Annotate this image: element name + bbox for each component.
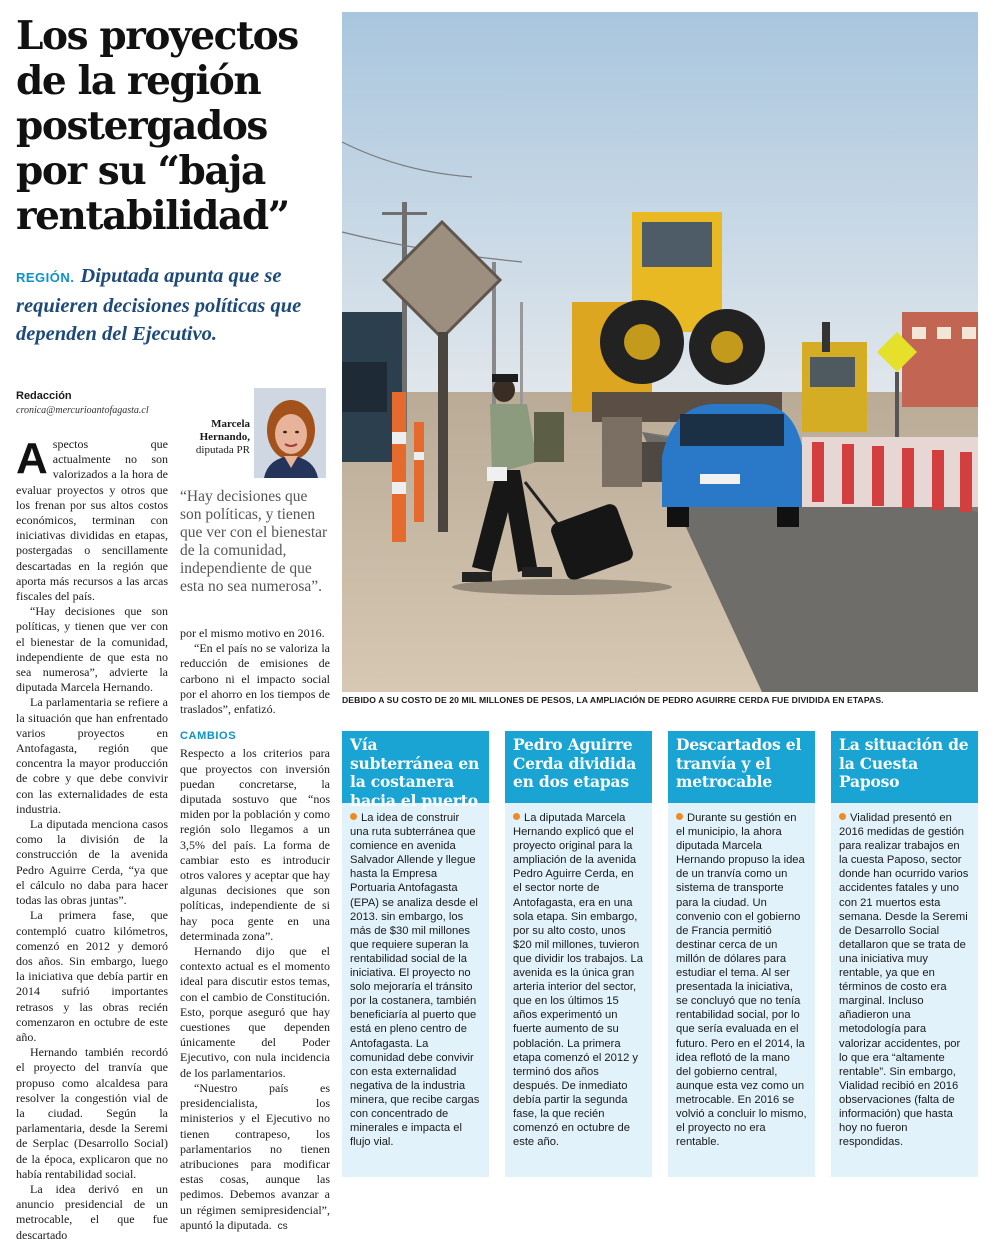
article-paragraph: La diputada menciona casos como la división de la construcción de la avenida Pedro Aguirre Cerda, “ya que el cálculo no daba para hacer todas las obras juntas”. xyxy=(16,817,168,908)
portrait-caption xyxy=(190,418,250,457)
article-paragraph: La parlamentaria se refiere a la situación que han enfrentado varios proyectos en Antofagasta, región que concentra la mayor producción de cobre y que debe convivir con las externalidades de esta industria. xyxy=(16,695,168,816)
byline-name: Redacción xyxy=(16,390,72,402)
sidebar-text: Vialidad presentó en 2016 medidas de gestión para realizar trabajos en la cuesta Paposo, sector donde han ocurrido varios accidentes fatales y uno con 21 muertos esta semana. Desde la Seremi de Desarrollo Social detallaron que se trata de una iniciativa muy rentable, ya que en términos de costo era marginal. Incluso añadieron una metodología para valorizar accidentes, por lo que era “altamente rentable”. Sin embargo, Vialidad recibió en 2016 observaciones (falta de información) que hasta hoy no fueron respondidas. xyxy=(839,812,969,1149)
portrait-photo xyxy=(254,388,326,478)
pull-quote: “Hay decisiones que son políticas, y tienen que ver con el bienestar de la comunidad, independiente de que esta no sea numerosa”. xyxy=(180,488,328,595)
lead xyxy=(16,262,334,348)
article-column-1 xyxy=(16,434,168,1243)
byline xyxy=(16,390,186,416)
sidebar-box xyxy=(505,731,652,1177)
section-label: REGIÓN. xyxy=(16,270,75,285)
article-paragraph: “Nuestro país es presidencialista, los ministerios y el Ejecutivo no tienen contrapeso, los parlamentarios no tienen atribuciones para modificar estas cosas, aunque las pedimos. Debemos avanzar a un régimen semipresidencial”, apuntó la diputada. cs xyxy=(180,1080,330,1232)
bullet-dot-icon xyxy=(513,813,520,820)
dropcap: A xyxy=(16,434,48,483)
bullet-dot-icon xyxy=(676,813,683,820)
end-mark: cs xyxy=(277,1220,288,1232)
portrait-role: diputada PR xyxy=(195,444,250,456)
photo-caption: DEBIDO A SU COSTO DE 20 MIL MILLONES DE PESOS, LA AMPLIACIÓN DE PEDRO AGUIRRE CERDA FUE DIVIDIDA EN ETAPAS. xyxy=(342,695,884,705)
bullet-dot-icon xyxy=(350,813,357,820)
article-paragraph: por el mismo motivo en 2016. xyxy=(180,626,325,640)
article-column-2 xyxy=(180,626,330,1234)
article-paragraph: Aspectos que actualmente no son valorizados a la hora de evaluar proyectos y otros que los frenan por sus altos costos económicos, terminan con iniciativas divididas en etapas, postergadas o sencillamente descartadas en la región que aporta más recursos a las arcas fiscales del país. xyxy=(16,434,168,604)
sidebar-title: Descartados el tranvía y el metrocable xyxy=(668,731,815,803)
article-paragraph: Hernando también recordó el proyecto del tranvía que propuso como alcaldesa para resolver la congestión vial de la ciudad. Según la parlamentaria, desde la Seremi de Serplac (Desarrollo Social) de la época, explicaron que no había rentabilidad social. xyxy=(16,1045,168,1181)
road-construction-illustration xyxy=(342,12,978,692)
main-photo xyxy=(342,12,978,692)
lead-text: Diputada apunta que se requieren decisiones políticas que dependen del Ejecutivo. xyxy=(16,265,302,345)
sidebar-title: La situación de la Cuesta Paposo xyxy=(831,731,978,803)
portrait-illustration xyxy=(254,388,326,478)
article-paragraph: La primera fase, que contempló cuatro kilómetros, comenzó en 2012 y demoró dos años. Sin embargo, luego la iniciativa que debía partir en 2014 sufrió importantes retrasos y las obras recién comenzaron en octubre de este año. xyxy=(16,908,168,1044)
article-paragraph: “Hay decisiones que son políticas, y tienen que ver con el bienestar de la comunidad, independiente de que esta no sea numerosa”, advierte la diputada Marcela Hernando. xyxy=(16,604,168,695)
article-paragraph: La idea derivó en un anuncio presidencial de un metrocable, el que fue descartado xyxy=(16,1181,168,1242)
bullet-dot-icon xyxy=(839,813,846,820)
sidebar-text: La diputada Marcela Hernando explicó que el proyecto original para la ampliación de la avenida Pedro Aguirre Cerda, en el sector norte de Antofagasta, era en una sola etapa. Sin embargo, por su alto costo, unos $20 mil millones, tuvieron que dividir los trabajos. La avenida es la única gran arteria interior del sector, que en los últimos 15 años experimentó un fuerte aumento de su población. La primera etapa comenzó el 2012 y terminó dos años después. De inmediato debía partir la segunda fase, la que recién comenzó en octubre de este año. xyxy=(513,812,643,1149)
sidebar-text: La idea de construir una ruta subterránea que comience en avenida Salvador Allende y llegue hasta la Empresa Portuaria Antofagasta (EPA) se analiza desde el 2013. sin embargo, los más de $30 mil millones que requiere superan la rentabilidad social de la iniciativa. El proyecto no solo mejoraría el tránsito por la costanera, también beneficiaría al puerto que está en pleno centro de Antofagasta. La comunidad debe convivir con esta externalidad negativa de la industria minera, que recibe cargas con concentrado de minerales e impacta el flujo vial. xyxy=(350,812,480,1149)
sidebar-title: Pedro Aguirre Cerda dividida en dos etapas xyxy=(505,731,652,803)
sidebar-title: Vía subterránea en la costanera hacia el puerto xyxy=(342,731,489,803)
sidebar-box xyxy=(342,731,489,1177)
sidebar-box xyxy=(668,731,815,1177)
byline-email: cronica@mercurioantofagasta.cl xyxy=(16,405,149,416)
article-paragraph: “En el país no se valoriza la reducción de emisiones de carbono ni el impacto social por el ahorro en los tiempos de traslados”, enfatizó. xyxy=(180,641,330,717)
headline: Los proyectos de la región postergados por su “baja rentabilidad” xyxy=(16,13,298,239)
section-subhead: CAMBIOS xyxy=(180,730,237,743)
sidebar-text: Durante su gestión en el municipio, la ahora diputada Marcela Hernando propuso la idea de un tranvía como un sistema de transporte para la ciudad. Un convenio con el gobierno de Francia permitió destinar cerca de un millón de dólares para estudiar el tema. Al ser presentada la iniciativa, se concluyó que no tenía rentabilidad social, por lo que sería evaluada en el futuro. Pero en el 2014, la idea reflotó de la mano del gobierno central, aunque esta vez como un metrocable. En 2016 se volvió a concluir lo mismo, el proyecto no era rentable. xyxy=(676,812,807,1149)
sidebar-box xyxy=(831,731,978,1177)
article-paragraph: Respecto a los criterios para que proyectos con inversión puedan concretarse, la diputada sostuvo que “nos miden por la población y como región solo llegamos a un 3,5% del país. La forma de cambiar esto es introducir otros valores y aceptar que hay algunas decisiones que son políticas, independiente de si hay poca gente en una determinada zona”. xyxy=(180,746,330,943)
portrait-name: Marcela Hernando, xyxy=(199,418,250,443)
article-paragraph: Hernando dijo que el contexto actual es el momento ideal para discutir estos temas, con el cambio de Constitución. Esto, porque aseguró que hay cuestiones que dependen únicamente del Poder Ejecutivo, con nula incidencia de los parlamentarios. xyxy=(180,944,330,1080)
